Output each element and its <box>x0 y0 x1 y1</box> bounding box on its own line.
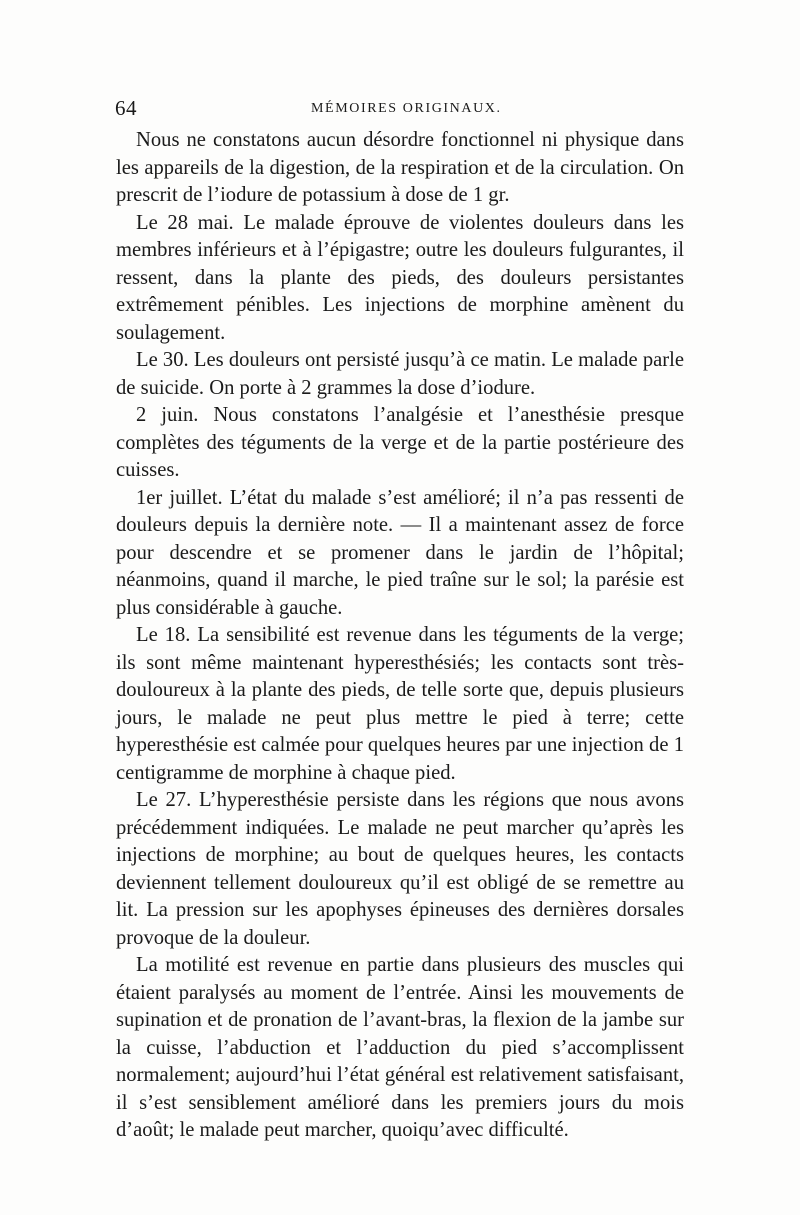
paragraph-28-mai: Le 28 mai. Le malade éprouve de violentes douleurs dans les membres inférieurs et à l’épigastre; outre les douleurs fulgurantes, il ressent, dans la plante des pieds, des douleurs persistantes extrêmement pénibles. Les injections de morphine amènent du soulagement. <box>116 211 684 344</box>
paragraph-27: Le 27. L’hyperesthésie persiste dans les régions que nous avons précédemment indiquées. Le malade ne peut marcher qu’après les injections de morphine; au bout de quelques heures, les contacts deviennent tellement douloureux qu’il est obligé de se remettre au lit. La pression sur les apophyses épineuses des dernières dorsales provoque de la douleur. <box>116 789 684 949</box>
paragraph-1er-juillet: 1er juillet. L’état du malade s’est amélioré; il n’a pas ressenti de douleurs depuis la dernière note. — Il a maintenant assez de force pour descendre et se promener dans le jardin de l’hôpital; néanmoins, quand il marche, le pied traîne sur le sol; la parésie est plus considérable à gauche. <box>116 486 684 619</box>
paragraph-18: Le 18. La sensibilité est revenue dans les téguments de la verge; ils sont même maintenant hyperesthésiés; les contacts sont très-douloureux à la plante des pieds, de telle sorte que, depuis plusieurs jours, le malade ne peut plus mettre le pied à terre; cette hyperesthésie est calmée pour quelques heures par une injection de 1 centigramme de morphine à chaque pied. <box>116 624 684 784</box>
page-header <box>115 96 685 126</box>
paragraph-observations: Nous ne constatons aucun désordre fonctionnel ni physique dans les appareils de la digestion, de la respiration et de la circulation. On prescrit de l’iodure de potassium à dose de 1 gr. <box>116 129 684 206</box>
running-head: MÉMOIRES ORIGINAUX. <box>311 101 502 116</box>
page-number: 64 <box>115 96 137 120</box>
paragraph-2-juin: 2 juin. Nous constatons l’analgésie et l’anesthésie presque complètes des téguments de la verge et de la partie postérieure des cuisses. <box>116 404 684 481</box>
paragraph-motilite: La motilité est revenue en partie dans plusieurs des muscles qui étaient paralysés au moment de l’entrée. Ainsi les mouvements de supination et de pronation de l’avant-bras, la flexion de la jambe sur la cuisse, l’abduction et l’adduction du pied s’accomplissent normalement; aujourd’hui l’état général est relativement satisfaisant, il s’est sensiblement amélioré dans les premiers jours du mois d’août; le malade peut marcher, quoiqu’avec difficulté. <box>116 954 684 1141</box>
body-text <box>116 127 684 1145</box>
paragraph-30: Le 30. Les douleurs ont persisté jusqu’à ce matin. Le malade parle de suicide. On porte à 2 grammes la dose d’iodure. <box>116 349 684 399</box>
